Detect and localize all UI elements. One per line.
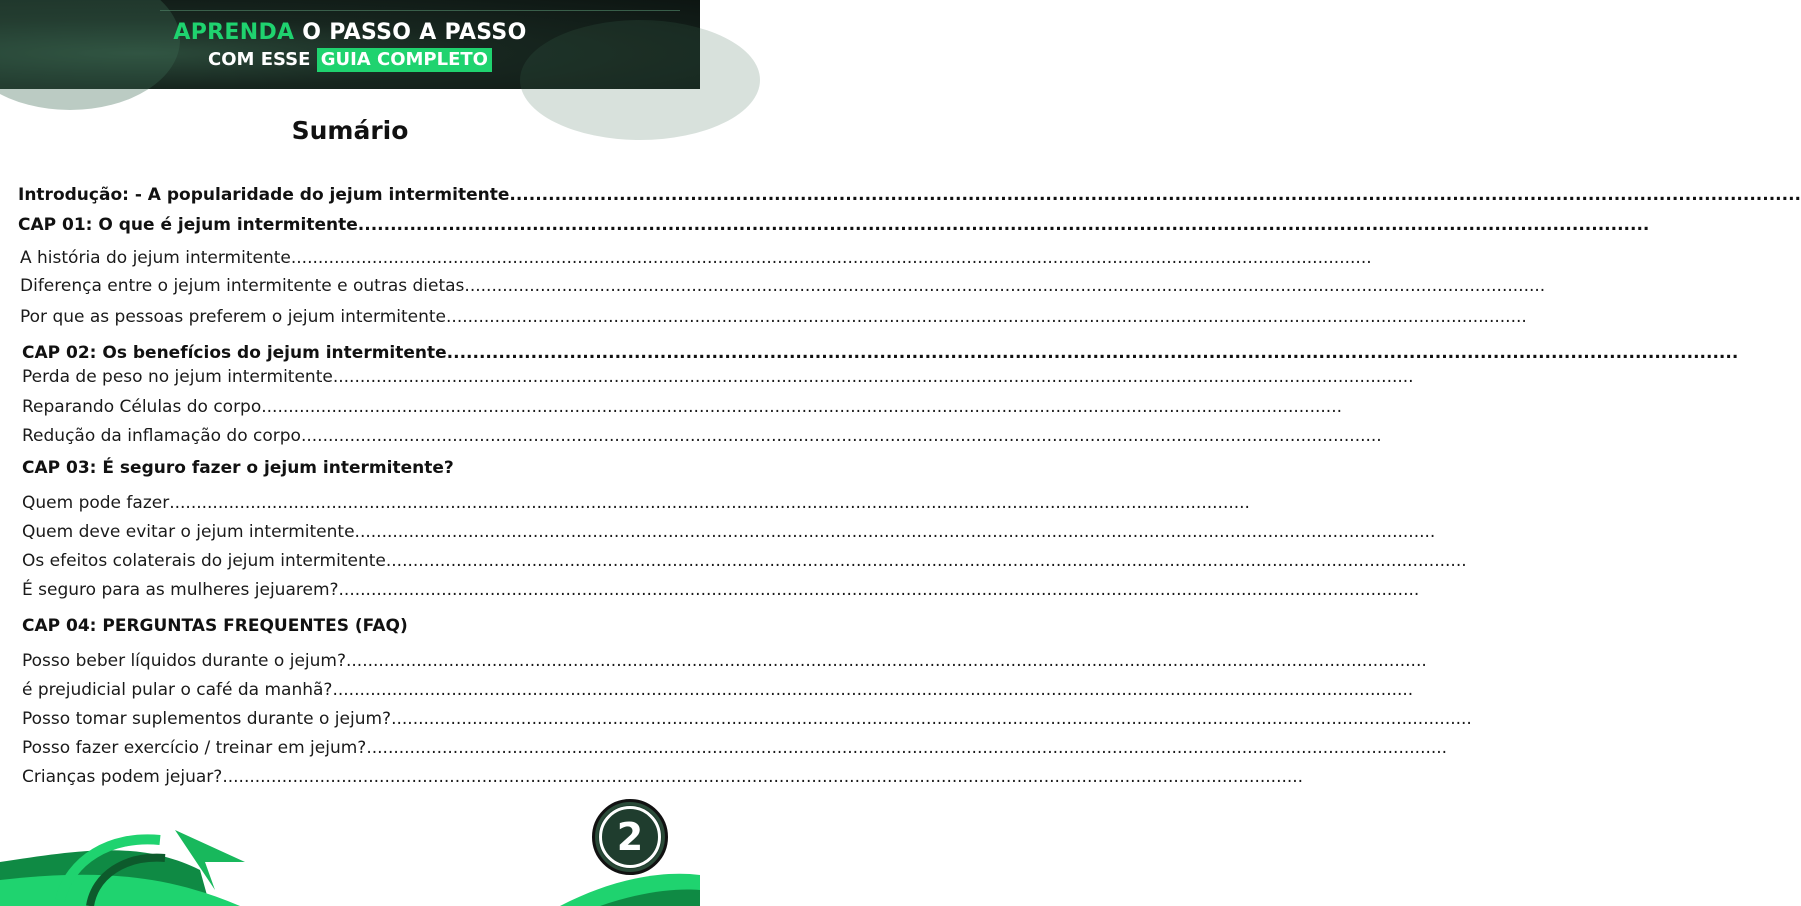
toc-chapter-entry	[22, 614, 660, 638]
toc-chapter-entry	[22, 456, 660, 480]
toc-leader-dots: ........................................................................................................................................................................................................	[290, 248, 1372, 268]
toc-section-entry	[22, 395, 1343, 419]
toc-entry-text: CAP 03: É seguro fazer o jejum intermitente?	[22, 458, 454, 478]
toc-chapter-entry	[18, 183, 1801, 207]
toc-leader-dots: ........................................................................................................................................................................................................	[332, 367, 1414, 387]
banner-subheadline	[0, 48, 700, 72]
toc-section-entry	[22, 491, 1250, 515]
toc-leader-dots: ........................................................................................................................................................................................................	[464, 276, 1546, 296]
toc-leader-dots: ........................................................................................................................................................................................................	[300, 426, 1382, 446]
page-number: 2	[599, 806, 661, 868]
toc-entry-text: Posso beber líquidos durante o jejum?	[22, 651, 346, 671]
toc-section-entry	[20, 305, 1527, 329]
toc-chapter-entry	[22, 341, 1739, 365]
toc-entry-text: Perda de peso no jejum intermitente	[22, 367, 333, 387]
banner-headline-rest: O PASSO A PASSO	[294, 20, 527, 45]
toc-leader-dots: ........................................................................................................................................................................................................	[446, 307, 1527, 327]
banner-rule	[160, 10, 680, 11]
toc-entry-text: Quem pode fazer	[22, 493, 170, 513]
toc-leader-dots: ........................................................................................................................................................................................................	[366, 738, 1448, 758]
toc-section-entry	[22, 736, 1448, 760]
toc-leader-dots: ........................................................................................................................................................................................................	[332, 680, 1414, 700]
toc-entry-text: Posso fazer exercício / treinar em jejum?	[22, 738, 367, 758]
toc-leader-dots: ........................................................................................................................................................................................................	[354, 522, 1436, 542]
toc-entry-text: Redução da inflamação do corpo	[22, 426, 301, 446]
toc-leader-dots: ........................................................................................................................................................................................................	[261, 397, 1343, 417]
toc-section-entry	[22, 765, 1304, 789]
toc-leader-dots: ........................................................................................................................................................................................................	[357, 215, 1650, 235]
toc-section-entry	[22, 520, 1436, 544]
toc-leader-dots: ........................................................................................................................................................................................................	[338, 580, 1420, 600]
toc-entry-text: CAP 04: PERGUNTAS FREQUENTES (FAQ)	[22, 616, 408, 636]
toc-section-entry	[22, 678, 1414, 702]
toc-entry-text: Reparando Células do corpo	[22, 397, 262, 417]
header-banner	[0, 0, 700, 89]
toc-chapter-entry	[18, 213, 1650, 237]
toc-section-entry	[20, 246, 1372, 270]
toc-leader-dots: ........................................................................................................................................................................................................	[391, 709, 1472, 729]
toc-section-entry	[22, 578, 1420, 602]
banner-subheadline-prefix: COM ESSE	[208, 49, 317, 70]
toc-entry-text: Por que as pessoas preferem o jejum intermitente	[20, 307, 447, 327]
toc-section-entry	[22, 707, 1472, 731]
toc-entry-text: Quem deve evitar o jejum intermitente	[22, 522, 355, 542]
toc-leader-dots: ........................................................................................................................................................................................................	[385, 551, 1467, 571]
toc-entry-text: é prejudicial pular o café da manhã?	[22, 680, 333, 700]
toc-leader-dots: ........................................................................................................................................................................................................	[222, 767, 1304, 787]
toc-entry-text: CAP 02: Os benefícios do jejum intermitente	[22, 343, 447, 363]
toc-entry-text: CAP 01: O que é jejum intermitente	[18, 215, 358, 235]
toc-section-entry	[20, 274, 1546, 298]
banner-headline-highlight: APRENDA	[173, 20, 295, 45]
toc-section-entry	[22, 549, 1467, 573]
toc-section-entry	[22, 365, 1414, 389]
page-title: Sumário	[291, 116, 409, 145]
toc-entry-text: Introdução: - A popularidade do jejum intermitente	[18, 185, 510, 205]
banner-subheadline-highlight: GUIA COMPLETO	[317, 48, 492, 72]
toc-leader-dots: ........................................................................................................................................................................................................	[446, 343, 1739, 363]
toc-leader-dots: ........................................................................................................................................................................................................	[169, 493, 1250, 513]
toc-leader-dots: ........................................................................................................................................................................................................	[346, 651, 1427, 671]
toc-leader-dots: ........................................................................................................................................................................................................	[509, 185, 1801, 205]
toc-section-entry	[22, 649, 1427, 673]
toc-entry-text: Posso tomar suplementos durante o jejum?	[22, 709, 392, 729]
toc-entry-text: A história do jejum intermitente	[20, 248, 291, 268]
page-number-badge	[592, 799, 668, 875]
toc-section-entry	[22, 424, 1382, 448]
banner-headline	[0, 20, 700, 45]
toc-entry-text: É seguro para as mulheres jejuarem?	[22, 580, 339, 600]
toc-entry-text: Os efeitos colaterais do jejum intermitente	[22, 551, 386, 571]
toc-entry-text: Diferença entre o jejum intermitente e outras dietas	[20, 276, 465, 296]
toc-entry-text: Crianças podem jejuar?	[22, 767, 223, 787]
